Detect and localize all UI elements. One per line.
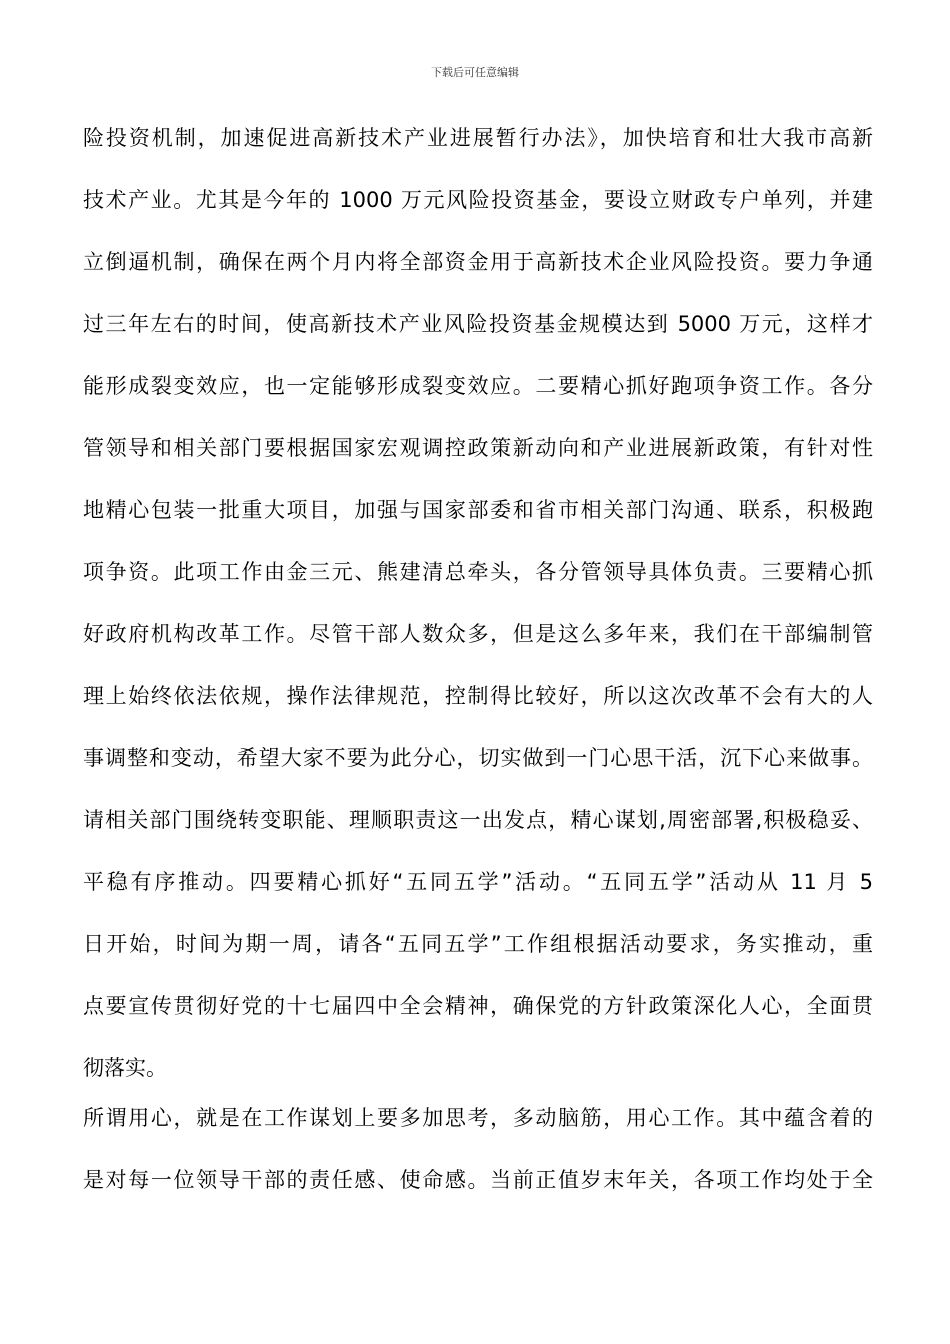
text-line: 平稳有序推动。四要精心抓好“五同五学”活动。“五同五学”活动从 11 月 5 — [83, 870, 873, 894]
text-line: 所谓用心，就是在工作谋划上要多加思考，多动脑筋，用心工作。其中蕴含着的 — [83, 1106, 873, 1130]
text-line: 管领导和相关部门要根据国家宏观调控政策新动向和产业进展新政策，有针对性 — [83, 436, 873, 460]
text-line: 立倒逼机制，确保在两个月内将全部资金用于高新技术企业风险投资。要力争通 — [83, 250, 873, 274]
text-line: 是对每一位领导干部的责任感、使命感。当前正值岁末年关，各项工作均处于全 — [83, 1168, 873, 1192]
text-line: 日开始，时间为期一周，请各“五同五学”工作组根据活动要求，务实推动，重 — [83, 932, 873, 956]
text-line: 请相关部门围绕转变职能、理顺职责这一出发点，精心谋划,周密部署,积极稳妥、 — [83, 808, 873, 832]
text-line: 点要宣传贯彻好党的十七届四中全会精神，确保党的方针政策深化人心，全面贯 — [83, 994, 873, 1018]
text-line: 险投资机制，加速促进高新技术产业进展暂行办法》，加快培育和壮大我市高新 — [83, 126, 873, 150]
body-text — [83, 112, 873, 1216]
header-note: 下载后可任意编辑 — [431, 66, 519, 79]
text-line: 彻落实。 — [83, 1056, 167, 1080]
text-line: 项争资。此项工作由金三元、熊建清总牵头，各分管领导具体负责。三要精心抓 — [83, 560, 873, 584]
text-line: 过三年左右的时间，使高新技术产业风险投资基金规模达到 5000 万元，这样才 — [83, 312, 873, 336]
text-line: 理上始终依法依规，操作法律规范，控制得比较好，所以这次改革不会有大的人 — [83, 684, 873, 708]
text-line: 事调整和变动，希望大家不要为此分心，切实做到一门心思干活，沉下心来做事。 — [83, 746, 873, 770]
text-line: 好政府机构改革工作。尽管干部人数众多，但是这么多年来，我们在干部编制管 — [83, 622, 873, 646]
text-line: 地精心包装一批重大项目，加强与国家部委和省市相关部门沟通、联系，积极跑 — [83, 498, 873, 522]
text-line: 能形成裂变效应，也一定能够形成裂变效应。二要精心抓好跑项争资工作。各分 — [83, 374, 873, 398]
text-line: 技术产业。尤其是今年的 1000 万元风险投资基金，要设立财政专户单列，并建 — [83, 188, 873, 212]
